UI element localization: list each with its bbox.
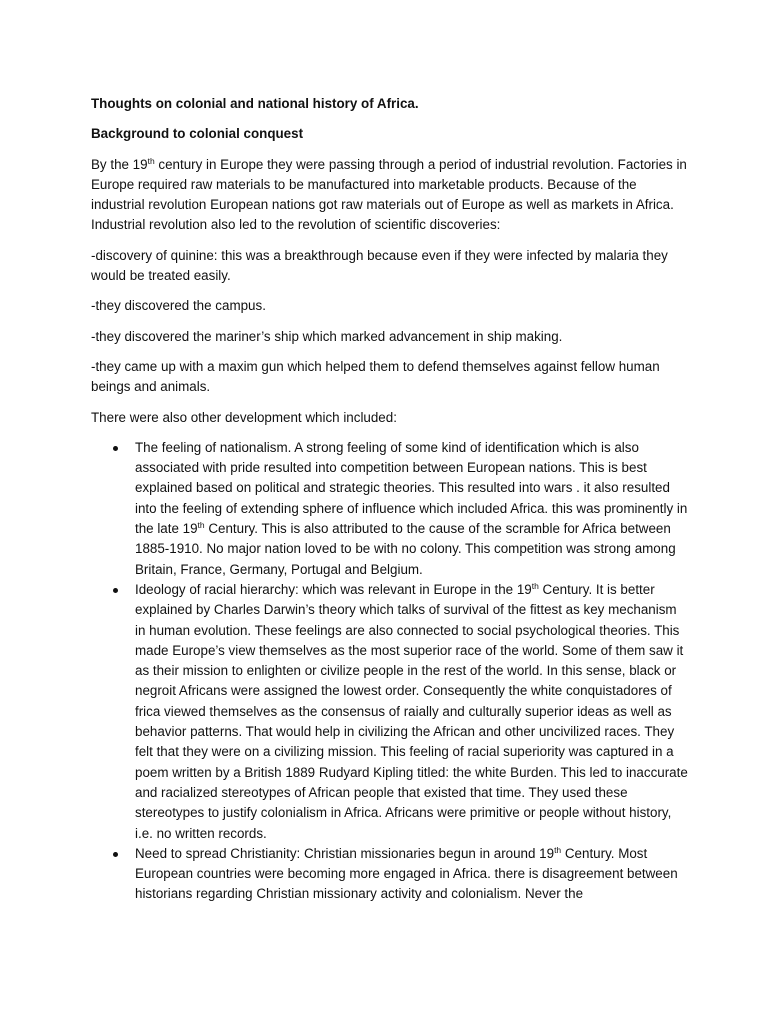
christianity-text-rest: Century. Most European countries were becoming more engaged in Africa. there is disagreement between historians regarding Christian missionary activity and colonialism. Never the bbox=[135, 845, 678, 902]
nationalism-superscript: th bbox=[197, 520, 205, 531]
racial-hierarchy-text-rest: Century. It is better explained by Charles Darwin’s theory which talks of survival of the fittest as key mechanism in human evolution. These feelings are also connected to social psychological theories. This made Europe’s view themselves as the most superior race of the world. Some of them saw it as their mission to enlighten or civilize people in the rest of the world. In this sense, black or negroit Africans were assigned the lowest order. Consequently the white conquistadores of frica viewed themselves as the consensus of raially and culturally superior ideas as well as behavior patterns. That would help in civilizing the African and other uncivilized races. They felt that they were on a civilizing mission. This feeling of racial superiority was captured in a poem written by a British 1889 Rudyard Kipling titled: the white Burden. This led to inaccurate and racialized stereotypes of African people that existed that time. They used these stereotypes to justify colonialism in Africa. Africans were primitive or people without history, i.e. no written records. bbox=[135, 581, 688, 841]
intro-paragraph bbox=[91, 155, 688, 236]
christianity-superscript: th bbox=[554, 844, 562, 855]
bullet-icon bbox=[113, 446, 118, 451]
intro-text-rest: century in Europe they were passing through a period of industrial revolution. Factories in Europe required raw materials to be manufactured into marketable products. Because of the industrial revolution European nations got raw materials out of Europe as well as markets in Africa. Industrial revolution also led to the revolution of scientific discoveries: bbox=[91, 156, 687, 233]
intro-superscript: th bbox=[147, 155, 155, 166]
nationalism-text-start: The feeling of nationalism. A strong feeling of some kind of identification which is also associated with pride resulted into competition between European nations. This is best explained based on political and strategic theories. This resulted into wars . it also resulted into the feeling of extending sphere of influence which included Africa. this was prominently in the late 19 bbox=[135, 439, 688, 537]
list-item-racial-hierarchy bbox=[135, 580, 688, 844]
bullet-icon bbox=[113, 588, 118, 593]
nationalism-text-rest: Century. This is also attributed to the cause of the scramble for Africa between 1885-1910. No major nation loved to be with no colony. This competition was strong among Britain, France, Germany, Portugal and Belgium. bbox=[135, 521, 676, 577]
developments-list bbox=[91, 438, 688, 905]
discovery-quinine: -discovery of quinine: this was a breakthrough because even if they were infected by malaria they would be treated easily. bbox=[91, 247, 668, 284]
discovery-ship: -they discovered the mariner’s ship which marked advancement in ship making. bbox=[91, 328, 563, 344]
discovery-campus: -they discovered the campus. bbox=[91, 298, 266, 314]
section-heading: Background to colonial conquest bbox=[91, 126, 304, 142]
other-developments-intro: There were also other development which included: bbox=[91, 409, 397, 425]
racial-hierarchy-text-start: Ideology of racial hierarchy: which was relevant in Europe in the 19 bbox=[135, 581, 532, 597]
list-item-christianity bbox=[135, 844, 688, 905]
discovery-maxim-gun: -they came up with a maxim gun which helped them to defend themselves against fellow human beings and animals. bbox=[91, 358, 660, 395]
list-item-nationalism bbox=[135, 438, 688, 580]
bullet-icon bbox=[113, 852, 118, 857]
christianity-text-start: Need to spread Christianity: Christian missionaries begun in around 19 bbox=[135, 845, 555, 861]
document-heading: Thoughts on colonial and national history of Africa. bbox=[91, 96, 419, 111]
intro-text-start: By the 19 bbox=[91, 156, 148, 172]
racial-hierarchy-superscript: th bbox=[531, 580, 539, 591]
